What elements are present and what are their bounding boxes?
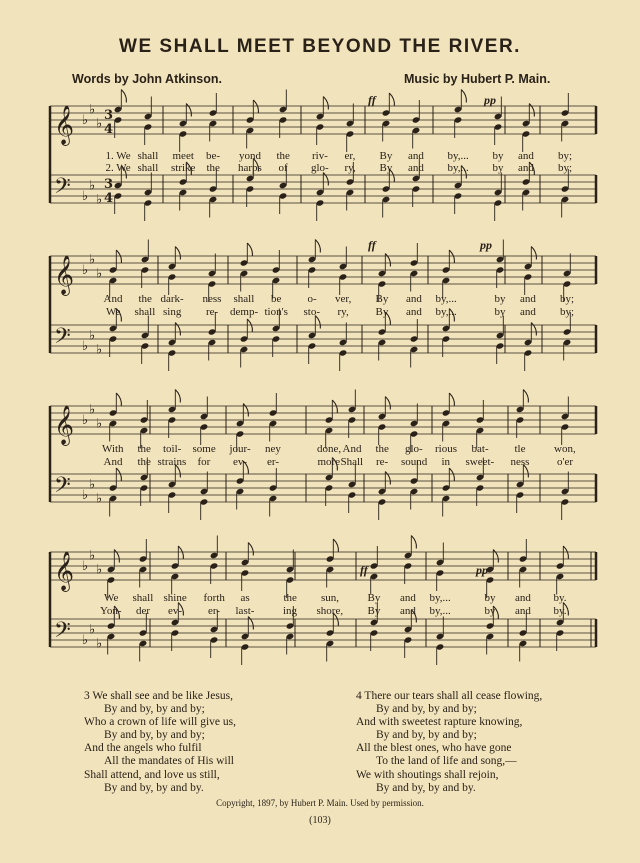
note-flag <box>493 550 498 563</box>
treble-clef-icon: 𝄞 <box>54 405 75 445</box>
lyric-syllable: jour- <box>229 443 251 455</box>
lyric-syllable: by,... <box>435 306 457 318</box>
lyric-syllable: shall <box>233 293 255 305</box>
dynamic-pp: pp <box>480 238 492 252</box>
lyric-syllable: shall <box>137 162 159 174</box>
lyric-syllable: and <box>408 150 424 162</box>
lyric-syllable: the <box>283 592 297 604</box>
lyric-syllable: and <box>515 592 531 604</box>
lyric-syllable: by <box>484 605 496 617</box>
note-flag <box>531 323 536 336</box>
lyric-syllable: by,... <box>447 150 469 162</box>
lyric-syllable: dark- <box>160 293 184 305</box>
lyric-syllable: ney <box>265 443 281 455</box>
time-signature-bottom: 4 <box>104 191 114 206</box>
note-flag <box>315 240 320 253</box>
note-flag <box>247 243 252 256</box>
flat-sign-icon: ♭ <box>82 339 89 354</box>
lyric-syllable: 1. We <box>105 150 131 162</box>
bass-clef-icon: 𝄢 <box>54 473 71 503</box>
lyric-syllable: sing <box>163 306 182 318</box>
flat-sign-icon: ♭ <box>89 102 96 118</box>
page-number: (103) <box>309 815 331 826</box>
lyric-syllable: by,... <box>429 605 451 617</box>
lyric-syllable: re- <box>376 456 389 468</box>
lyric-syllable: ev- <box>233 456 248 468</box>
lyric-syllable: and <box>518 150 534 162</box>
flat-sign-icon: ♭ <box>89 477 96 493</box>
verse-line: By and by, by and by. <box>376 781 476 794</box>
lyric-syllable: of <box>278 162 288 174</box>
lyric-syllable: meet <box>172 150 194 162</box>
lyric-syllable: By <box>367 592 381 604</box>
flat-sign-icon: ♭ <box>89 548 96 564</box>
verse-line: By and by, by and by; <box>376 703 477 716</box>
flat-sign-icon: ♭ <box>96 192 103 208</box>
flat-sign-icon: ♭ <box>82 633 89 648</box>
lyric-syllable: 2. We <box>105 162 131 174</box>
note-flag <box>248 617 253 630</box>
lyric-syllable: er- <box>208 605 220 617</box>
lyric-syllable: as <box>240 592 250 604</box>
lyric-syllable: With <box>102 443 124 455</box>
verse-line: Shall attend, and love us still, <box>84 768 220 781</box>
lyric-syllable: By <box>367 605 381 617</box>
lyric-syllable: the <box>138 293 152 305</box>
note-flag <box>449 393 454 406</box>
lyric-syllable: the <box>137 456 151 468</box>
lyric-syllable: der <box>136 605 151 617</box>
treble-clef-icon: 𝄞 <box>54 255 75 295</box>
lyric-syllable: demp- <box>230 306 259 318</box>
music-credit: Music by Hubert P. Main. <box>404 72 551 86</box>
note-flag <box>529 104 534 117</box>
lyric-syllable: and <box>400 592 416 604</box>
flat-sign-icon: ♭ <box>96 491 103 507</box>
lyric-syllable: by,... <box>435 293 457 305</box>
time-signature-top: 3 <box>104 108 114 123</box>
note-flag <box>411 536 416 549</box>
note-flag <box>248 543 253 556</box>
lyric-syllable: and <box>520 306 536 318</box>
flat-sign-icon: ♭ <box>89 328 96 344</box>
flat-sign-icon: ♭ <box>82 488 89 503</box>
lyric-syllable: be- <box>206 150 221 162</box>
lyric-syllable: harps <box>238 162 262 174</box>
lyric-syllable: by <box>494 306 506 318</box>
lyric-syllable: ing <box>283 605 298 617</box>
note-flag <box>116 393 121 406</box>
note-flag <box>116 468 121 481</box>
note-flag <box>178 546 183 559</box>
lyric-syllable: er, <box>344 150 356 162</box>
lyric-syllable: Shall <box>340 456 364 468</box>
lyric-syllable: and <box>518 162 534 174</box>
verse-line: And with sweetest rapture knowing, <box>356 716 523 729</box>
lyric-syllable: ev- <box>168 605 183 617</box>
lyric-syllable: shine <box>163 592 187 604</box>
bass-clef-icon: 𝄢 <box>54 174 71 204</box>
lyric-syllable: shall <box>134 306 156 318</box>
verse-line: To the land of life and song,— <box>376 755 517 768</box>
lyric-syllable: ry, <box>337 306 349 318</box>
flat-sign-icon: ♭ <box>82 263 89 278</box>
flat-sign-icon: ♭ <box>96 266 103 282</box>
lyric-syllable: in <box>441 456 451 468</box>
lyric-syllable: glo- <box>405 443 423 455</box>
note-flag <box>333 539 338 552</box>
lyric-syllable: And <box>103 293 123 305</box>
dynamic-pp: pp <box>484 93 496 107</box>
lyric-syllable: the <box>137 443 151 455</box>
lyric-syllable: glo- <box>311 162 329 174</box>
flat-sign-icon: ♭ <box>96 116 103 132</box>
flat-sign-icon: ♭ <box>96 342 103 358</box>
lyric-syllable: rious <box>435 443 457 455</box>
note-flag <box>323 173 328 186</box>
note-flag <box>332 400 337 413</box>
bass-clef-icon: 𝄢 <box>54 324 71 354</box>
lyric-syllable: o- <box>307 293 317 305</box>
lyric-syllable: by <box>484 592 496 604</box>
lyric-syllable: re- <box>206 306 219 318</box>
note-flag <box>121 90 126 103</box>
verse-line: By and by, by and by; <box>376 729 477 742</box>
note-flag <box>385 397 390 410</box>
verse-line: By and by, by and by; <box>104 729 205 742</box>
note-flag <box>563 546 568 559</box>
flat-sign-icon: ♭ <box>82 559 89 574</box>
lyric-syllable: strains <box>157 456 187 468</box>
lyric-syllable: by; <box>558 150 573 162</box>
verse-line: 4 There our tears shall all cease flowing, <box>356 690 543 702</box>
lyric-syllable: And <box>342 443 362 455</box>
lyric-syllable: by,... <box>429 592 451 604</box>
lyric-syllable: tle <box>514 443 526 455</box>
flat-sign-icon: ♭ <box>96 636 103 652</box>
dynamic-pp: pp <box>476 563 488 577</box>
lyric-syllable: ry, <box>344 162 356 174</box>
lyric-syllable: more <box>317 456 341 468</box>
lyric-syllable: By <box>375 306 389 318</box>
treble-clef-icon: 𝄞 <box>54 551 75 591</box>
lyric-syllable: some <box>192 443 216 455</box>
verse-line: 3 We shall see and be like Jesus, <box>84 690 233 702</box>
lyric-syllable: by. <box>553 605 567 617</box>
lyric-syllable: bat- <box>471 443 489 455</box>
lyric-syllable: sto- <box>303 306 320 318</box>
verse-line: By and by, by and by; <box>104 703 205 716</box>
verse-line: Who a crown of life will give us, <box>84 716 237 729</box>
lyric-syllable: sun, <box>321 592 340 604</box>
flat-sign-icon: ♭ <box>89 402 96 418</box>
lyric-syllable: ness <box>202 293 222 305</box>
note-flag <box>385 472 390 485</box>
note-flag <box>389 93 394 106</box>
lyric-syllable: Yon- <box>100 605 122 617</box>
verse-4 <box>356 690 542 795</box>
lyric-syllable: By <box>375 293 389 305</box>
lyric-syllable: by; <box>560 293 575 305</box>
lyric-syllable: By <box>379 150 393 162</box>
lyric-syllable: er- <box>267 456 279 468</box>
note-flag <box>449 250 454 263</box>
lyric-syllable: last- <box>235 605 255 617</box>
lyric-syllable: We <box>106 306 121 318</box>
note-flag <box>116 250 121 263</box>
lyric-syllable: and <box>406 293 422 305</box>
note-flag <box>323 97 328 110</box>
lyric-syllable: and <box>406 306 422 318</box>
copyright-notice: Copyright, 1897, by Hubert P. Main. Used by permission. <box>216 798 424 808</box>
lyric-syllable: be <box>271 293 282 305</box>
lyric-syllable: by <box>492 162 504 174</box>
note-flag <box>243 404 248 417</box>
note-flag <box>175 323 180 336</box>
lyric-syllable: the <box>206 162 220 174</box>
note-flag <box>175 390 180 403</box>
verse-line: And the angels who fulfil <box>84 742 202 755</box>
lyric-syllable: toil- <box>163 443 182 455</box>
flat-sign-icon: ♭ <box>82 413 89 428</box>
words-credit: Words by John Atkinson. <box>72 72 223 86</box>
flat-sign-icon: ♭ <box>89 622 96 638</box>
flat-sign-icon: ♭ <box>96 562 103 578</box>
lyric-syllable: the <box>276 150 290 162</box>
note-flag <box>449 468 454 481</box>
treble-clef-icon: 𝄞 <box>54 105 75 145</box>
lyric-syllable: for <box>197 456 211 468</box>
note-flag <box>114 550 119 563</box>
lyric-syllable: yond <box>239 150 261 162</box>
lyric-syllable: the <box>375 443 389 455</box>
lyric-syllable: We <box>104 592 119 604</box>
note-flag <box>247 319 252 332</box>
lyric-syllable: and <box>400 605 416 617</box>
dynamic-ff: ff <box>368 93 376 107</box>
verse-3 <box>84 690 236 795</box>
note-flag <box>461 90 466 103</box>
lyric-syllable: by; <box>560 306 575 318</box>
flat-sign-icon: ♭ <box>89 178 96 194</box>
lyric-syllable: sweet- <box>465 456 495 468</box>
lyric-syllable: forth <box>203 592 225 604</box>
lyric-syllable: by; <box>558 162 573 174</box>
flat-sign-icon: ♭ <box>89 252 96 268</box>
dynamic-ff: ff <box>360 563 368 577</box>
lyric-syllable: ver, <box>335 293 352 305</box>
lyric-syllable: by. <box>553 592 567 604</box>
flat-sign-icon: ♭ <box>82 113 89 128</box>
lyric-syllable: and <box>520 293 536 305</box>
lyric-syllable: shall <box>137 150 159 162</box>
flat-sign-icon: ♭ <box>96 416 103 432</box>
song-title: WE SHALL MEET BEYOND THE RIVER. <box>119 36 521 57</box>
note-flag <box>531 247 536 260</box>
lyric-syllable: sound <box>401 456 428 468</box>
note-flag <box>253 100 258 113</box>
lyric-syllable: done, <box>317 443 342 455</box>
lyric-syllable: by <box>494 293 506 305</box>
time-signature-bottom: 4 <box>104 122 114 137</box>
lyric-syllable: And <box>103 456 123 468</box>
lyric-syllable: strike <box>171 162 196 174</box>
lyric-syllable: and <box>408 162 424 174</box>
lyric-syllable: shall <box>132 592 154 604</box>
verse-line: By and by, by and by. <box>104 781 204 794</box>
time-signature-top: 3 <box>104 177 114 192</box>
note-flag <box>385 254 390 267</box>
lyric-syllable: by,... <box>447 162 469 174</box>
lyric-syllable: and <box>515 605 531 617</box>
verse-line: All the blest ones, who have gone <box>356 742 512 755</box>
lyric-syllable: o'er <box>557 456 574 468</box>
lyric-syllable: By <box>379 162 393 174</box>
verse-line: We with shoutings shall rejoin, <box>356 768 499 781</box>
lyric-syllable: shore, <box>316 605 344 617</box>
lyric-syllable: ness <box>510 456 530 468</box>
note-flag <box>186 104 191 117</box>
verse-line: All the mandates of His will <box>104 755 234 768</box>
lyric-syllable: tion's <box>264 306 288 318</box>
lyric-syllable: riv- <box>312 150 328 162</box>
flat-sign-icon: ♭ <box>82 189 89 204</box>
lyric-syllable: by <box>492 150 504 162</box>
note-flag <box>523 390 528 403</box>
dynamic-ff: ff <box>368 238 376 252</box>
bass-clef-icon: 𝄢 <box>54 618 71 648</box>
lyric-syllable: won, <box>554 443 576 455</box>
note-flag <box>175 247 180 260</box>
